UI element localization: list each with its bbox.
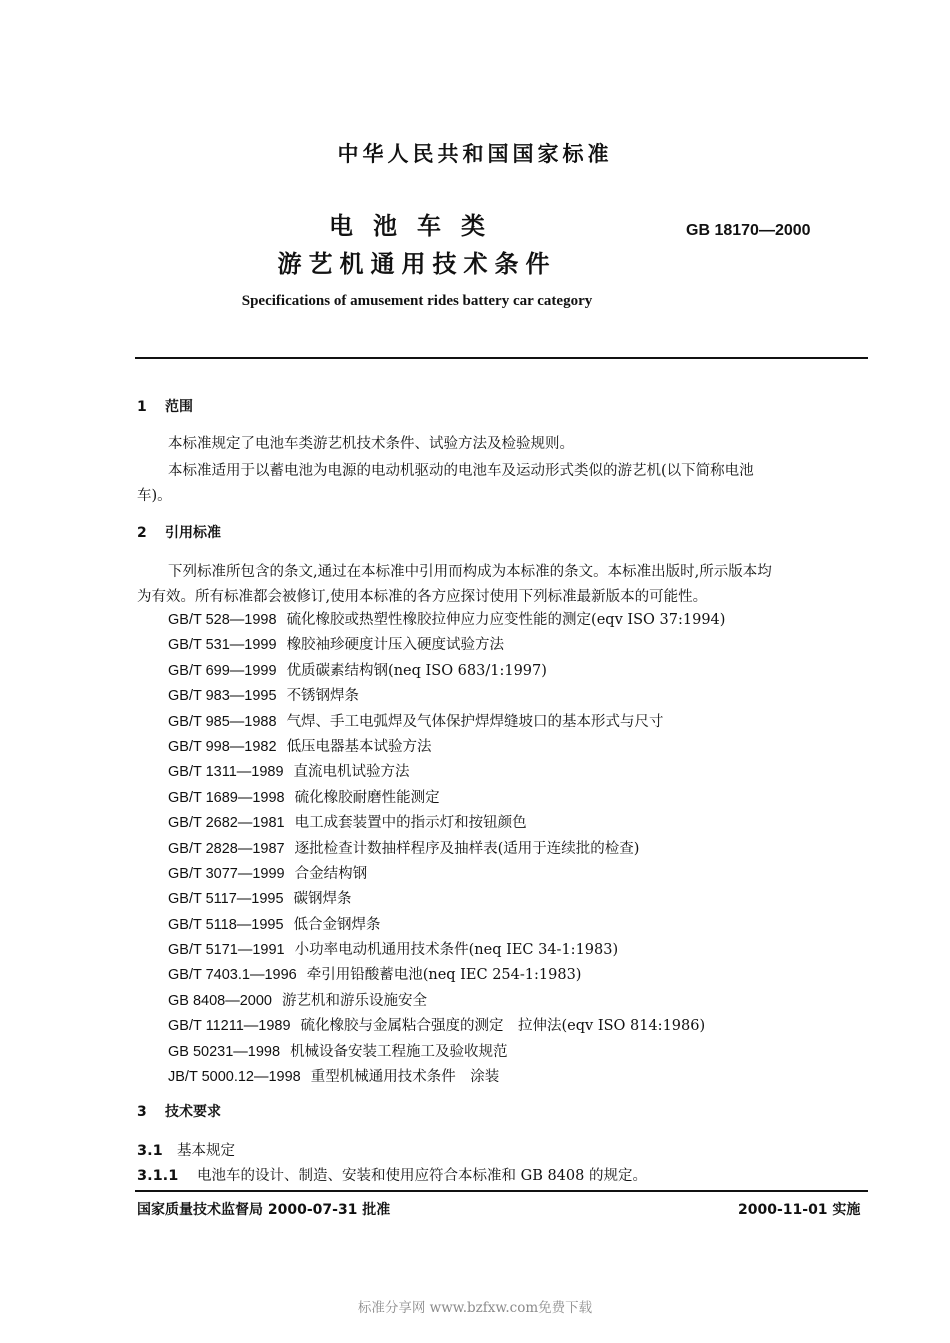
reference-title: 低合金钢焊条 [293,916,381,933]
reference-item [168,989,725,1014]
reference-code: GB/T 11211—1989 [168,1018,291,1035]
reference-title: 硫化橡胶耐磨性能测定 [294,789,440,806]
reference-item [168,684,725,709]
reference-title: 低压电器基本试验方法 [286,738,432,755]
reference-item [168,1065,725,1090]
reference-code: GB/T 699—1999 [168,662,277,679]
section-number: 2 [137,525,147,541]
section-1-paragraph-1: 本标准规定了电池车类游艺机技术条件、试验方法及检验规则。 [168,436,574,452]
section-title: 技术要求 [165,1104,221,1120]
reference-item [168,811,725,836]
reference-code: GB/T 2682—1981 [168,815,285,832]
footer-divider [135,1190,868,1192]
clause-number: 3.1.1 [137,1168,179,1184]
clause-3-1 [137,1139,235,1160]
clause-title: 基本规定 [177,1143,235,1159]
reference-title: 机械设备安装工程施工及验收规范 [290,1043,508,1060]
national-standard-title: 中华人民共和国国家标准 [337,142,613,166]
reference-code: GB/T 7403.1—1996 [168,967,297,984]
standard-code: GB 18170—2000 [686,222,811,239]
reference-item [168,786,725,811]
clause-3-1-1 [137,1164,647,1185]
section-number: 1 [137,399,147,415]
reference-code: GB/T 5118—1995 [168,916,284,933]
reference-code: GB/T 5117—1995 [168,891,284,908]
reference-title: 直流电机试验方法 [293,764,410,781]
section-title: 引用标准 [165,525,221,541]
reference-item [168,963,725,988]
reference-title: 合金结构钢 [294,865,368,882]
clause-text: 电池车的设计、制造、安装和使用应符合本标准和 GB 8408 的规定。 [197,1168,647,1184]
reference-item [168,837,725,862]
reference-code: GB/T 528—1998 [168,612,277,628]
reference-title: 游艺机和游乐设施安全 [282,992,427,1009]
reference-code: GB/T 531—1999 [168,637,277,654]
reference-code: GB 8408—2000 [168,992,272,1009]
reference-code: GB/T 3077—1999 [168,865,285,882]
section-1-paragraph-2-line-1: 本标准适用于以蓄电池为电源的电动机驱动的电池车及运动形式类似的游艺机(以下简称电池 [168,463,754,479]
reference-title: 硫化橡胶与金属粘合强度的测定 拉伸法(eqv ISO 814:1986) [300,1018,706,1035]
reference-title: 优质碳素结构钢(neq ISO 683/1:1997) [286,662,547,679]
reference-title: 牵引用铅酸蓄电池(neq IEC 254-1:1983) [306,967,582,984]
reference-title: 硫化橡胶或热塑性橡胶拉伸应力应变性能的测定(eqv ISO 37:1994) [286,612,726,628]
reference-item [168,887,725,912]
reference-title: 气焊、手工电弧焊及气体保护焊焊缝坡口的基本形式与尺寸 [286,713,664,730]
watermark: 标准分享网 www.bzfxw.com免费下载 [357,1300,593,1316]
document-title-line-2: 游艺机通用技术条件 [277,250,557,278]
reference-title: 重型机械通用技术条件 涂装 [310,1069,500,1086]
reference-item [168,659,725,684]
section-1-heading [137,396,193,416]
reference-item [168,760,725,785]
reference-code: GB 50231—1998 [168,1043,281,1060]
reference-item [168,1040,725,1065]
reference-title: 碳钢焊条 [293,891,352,908]
reference-item [168,608,725,633]
english-title: Specifications of amusement rides battery car category [241,293,593,309]
reference-code: GB/T 983—1995 [168,688,277,705]
reference-title: 电工成套装置中的指示灯和按钮颜色 [294,815,527,832]
reference-code: GB/T 5171—1991 [168,942,285,959]
section-2-paragraph-line-2: 为有效。所有标准都会被修订,使用本标准的各方应探讨使用下列标准最新版本的可能性。 [137,589,708,605]
normative-references-list [168,608,725,1090]
reference-code: GB/T 1311—1989 [168,764,284,781]
section-2-paragraph-line-1: 下列标准所包含的条文,通过在本标准中引用而构成为本标准的条文。本标准出版时,所示版本均 [168,564,772,580]
implementation-date: 2000-11-01 实施 [738,1202,861,1218]
section-2-heading [137,522,221,542]
reference-item [168,710,725,735]
clause-number: 3.1 [137,1143,163,1159]
reference-code: GB/T 2828—1987 [168,840,285,857]
reference-title: 不锈钢焊条 [286,688,360,705]
reference-title: 橡胶袖珍硬度计压入硬度试验方法 [286,637,505,654]
reference-item [168,1014,725,1039]
section-3-heading [137,1101,221,1121]
section-1-paragraph-2-line-2: 车)。 [137,488,172,504]
header-divider [135,357,868,359]
document-title-line-1: 电池车类 [329,212,505,240]
reference-item [168,913,725,938]
reference-code: GB/T 985—1988 [168,713,277,730]
approval-date: 国家质量技术监督局 2000-07-31 批准 [137,1202,391,1218]
reference-code: GB/T 1689—1998 [168,789,285,806]
reference-code: JB/T 5000.12—1998 [168,1069,301,1086]
reference-item [168,938,725,963]
reference-title: 逐批检查计数抽样程序及抽样表(适用于连续批的检查) [294,840,640,857]
reference-item [168,633,725,658]
reference-item [168,862,725,887]
section-number: 3 [137,1104,147,1120]
reference-title: 小功率电动机通用技术条件(neq IEC 34-1:1983) [294,942,619,959]
reference-item [168,735,725,760]
section-title: 范围 [165,399,193,415]
reference-code: GB/T 998—1982 [168,738,277,755]
